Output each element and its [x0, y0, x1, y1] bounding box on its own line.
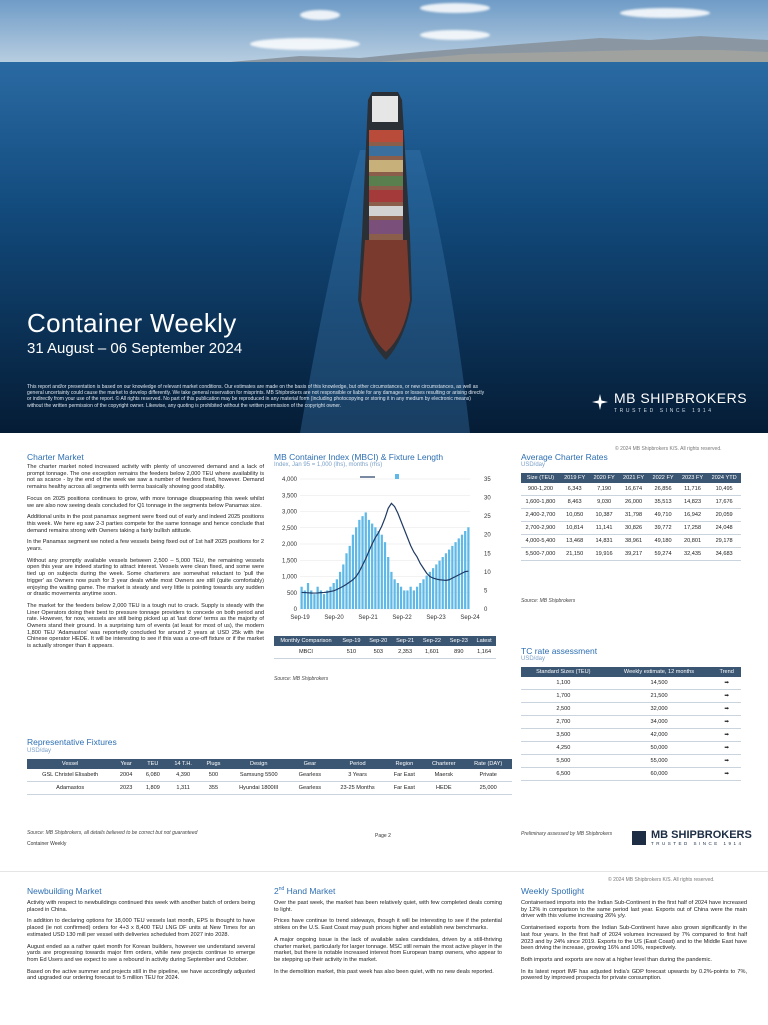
- table-cell: Hyundai 1800III: [227, 782, 290, 795]
- y-tick-right: 15: [484, 551, 491, 558]
- column-header: 2024 YTD: [707, 473, 741, 483]
- table-cell: 11,141: [589, 522, 618, 535]
- y-tick-left: 0: [293, 607, 297, 613]
- table-cell: 55,000: [606, 755, 713, 768]
- table-row: [521, 483, 741, 496]
- mbci-heading: MB Container Index (MBCI) & Fixture Length: [274, 452, 444, 462]
- y-tick-right: 30: [484, 495, 491, 502]
- table-row: [521, 522, 741, 535]
- row-label: 5,500: [521, 755, 606, 768]
- column-header: Size (TEU): [521, 473, 560, 483]
- row-label: 2,700-2,900: [521, 522, 560, 535]
- fixture-length-bar: [384, 542, 386, 609]
- table-cell: 39,217: [619, 548, 648, 561]
- fixture-length-bar: [300, 587, 302, 609]
- column-header: Standard Sizes (TEU): [521, 667, 606, 677]
- table-cell: Gearless: [290, 769, 329, 782]
- y-tick-right: 5: [484, 588, 488, 595]
- x-tick-label: Sep-19: [290, 615, 310, 621]
- paragraph: Without any promptly available vessels between 2,500 – 5,000 TEU, the remaining vessels open this year are indeed starting to attract interest. Vessels were clean fixed, and some were tied up on subjects during the week. Some charterers are somewhat reluctant to 'pull the trigger' as Owners now push for 3 year deals while most Owners are still (quite comfortably) enjoying the waiting game. The market is steady and very little is pointing towards any sudden or drastic movements anytime soon.: [27, 557, 264, 598]
- table-row: [521, 703, 741, 716]
- column-header: Design: [227, 759, 290, 769]
- column-header: Gear: [290, 759, 329, 769]
- logo-tagline: TRUSTED SINCE 1914: [614, 408, 714, 414]
- table-cell: 13,468: [560, 535, 589, 548]
- footer-title: Container Weekly: [27, 841, 67, 847]
- y-tick-right: 10: [484, 569, 491, 576]
- y-tick-left: 500: [286, 590, 297, 597]
- fixture-length-bar: [445, 553, 447, 609]
- table-row: [521, 690, 741, 703]
- table-cell: 39,772: [648, 522, 677, 535]
- fixture-length-bar: [419, 583, 421, 609]
- logo-name: MB SHIPBROKERS: [651, 829, 752, 841]
- table-cell: 20,801: [678, 535, 707, 548]
- fixture-length-bar: [329, 587, 331, 609]
- column-header: 2021 FY: [619, 473, 648, 483]
- table-cell: Far East: [385, 769, 423, 782]
- table-cell: 21,500: [606, 690, 713, 703]
- table-cell: 6,343: [560, 483, 589, 496]
- fixture-length-bar: [345, 553, 347, 609]
- fixture-length-bar: [333, 583, 335, 609]
- table-cell: 8,463: [560, 496, 589, 509]
- fixture-length-bar: [339, 572, 341, 609]
- y-tick-right: 20: [484, 532, 491, 539]
- fixture-length-bar: [458, 538, 460, 609]
- row-label: MBCI: [274, 646, 338, 659]
- table-cell: 59,274: [648, 548, 677, 561]
- table-cell: 4,390: [167, 769, 200, 782]
- table-cell: ➡: [712, 768, 741, 781]
- table-row: [521, 742, 741, 755]
- y-tick-left: 3,000: [281, 509, 297, 516]
- table-cell: 29,178: [707, 535, 741, 548]
- column-header: Region: [385, 759, 423, 769]
- fixture-length-bar: [406, 590, 408, 609]
- table-cell: 32,435: [678, 548, 707, 561]
- fixture-length-bar: [432, 568, 434, 609]
- fixture-length-bar: [336, 579, 338, 609]
- table-row: [521, 548, 741, 561]
- fixture-length-bar: [435, 564, 437, 609]
- fixture-length-bar: [371, 524, 373, 609]
- table-cell: 1,311: [167, 782, 200, 795]
- avg-rates-heading: Average Charter Rates: [521, 452, 608, 462]
- table-cell: Private: [464, 769, 512, 782]
- newbuilding-text: [27, 900, 255, 987]
- table-header-row: [27, 759, 512, 769]
- table-cell: ➡: [712, 742, 741, 755]
- table-cell: Far East: [385, 782, 423, 795]
- table-cell: 10,495: [707, 483, 741, 496]
- table-cell: Maersk: [423, 769, 464, 782]
- table-cell: 14,831: [589, 535, 618, 548]
- mbci-chart: [270, 471, 502, 631]
- paragraph: Additional units in the post panamax segment were fixed out of early and indeed 2025 positions this week. We here eg saw 2-3 parties compete for the same tonnage and hence conclude that demand remains strong with Owners taking a fairly bullish attitude.: [27, 514, 264, 534]
- paragraph: Over the past week, the market has been relatively quiet, with few completed deals coming to light.: [274, 900, 502, 913]
- table-header-row: [521, 667, 741, 677]
- paragraph: Both imports and exports are now at a higher level than during the pandemic.: [521, 956, 712, 963]
- y-tick-left: 1,000: [281, 574, 297, 581]
- table-cell: 31,798: [619, 509, 648, 522]
- fixture-length-bar: [323, 594, 325, 609]
- avg-rates-source: Source: MB Shipbrokers: [521, 598, 576, 604]
- row-label: 2,700: [521, 716, 606, 729]
- fixture-length-bar: [355, 527, 357, 609]
- table-cell: 34,000: [606, 716, 713, 729]
- row-label: 900-1,200: [521, 483, 560, 496]
- logo-mark-icon: [632, 831, 646, 845]
- row-label: Adamastos: [27, 782, 113, 795]
- tc-rate-table: [521, 667, 741, 781]
- table-cell: 49,180: [648, 535, 677, 548]
- table-cell: ➡: [712, 690, 741, 703]
- row-label: 5,500-7,000: [521, 548, 560, 561]
- table-cell: 35,513: [648, 496, 677, 509]
- table-cell: 16,674: [619, 483, 648, 496]
- tc-source: Preliminary assessed by MB Shipbrokers: [521, 831, 613, 837]
- table-cell: 60,000: [606, 768, 713, 781]
- row-label: 2,500: [521, 703, 606, 716]
- tc-heading: TC rate assessment: [521, 646, 598, 656]
- row-label: 1,100: [521, 677, 606, 690]
- table-cell: 21,150: [560, 548, 589, 561]
- column-header: 14 T.H.: [167, 759, 200, 769]
- fixture-length-bar: [413, 590, 415, 609]
- paragraph: A major ongoing issue is the lack of available sales candidates, driven by a still-thriving charter market, particularly for larger tonnage. MSC still remain the most active player in the market, but there is notable increased interest from European tramp owners, who appear to be stepping up their activity in the market.: [274, 936, 502, 963]
- table-cell: 50,000: [606, 742, 713, 755]
- paragraph: The market for the feeders below 2,000 TEU is a tough nut to crack. Supply is steady with the Liner Operators doing their best to pressure tonnage providers to concede on both period and rate. However, for now, vessels are still being picked up at 'last done' terms as the majority of Owners stand their ground. In a surprising turn of events (at least for most of us), the modern 1,800 TEU 'Adamastos' was reportedly concluded for around 2 years at USD 25k with the Chinese operator HEDE. It will be interesting to see if this was a one-off fixture or if the market is actually stronger than it appears.: [27, 602, 264, 650]
- table-cell: 2,353: [392, 646, 419, 659]
- cover-logo: [592, 390, 747, 414]
- fixture-length-bar: [394, 579, 396, 609]
- table-cell: 32,000: [606, 703, 713, 716]
- column-header: 2020 FY: [589, 473, 618, 483]
- column-header: Charterer: [423, 759, 464, 769]
- table-cell: 1,164: [472, 646, 496, 659]
- table-cell: ➡: [712, 703, 741, 716]
- paragraph: In the demolition market, this past week has also been quiet, with no new deals reported.: [274, 968, 494, 975]
- table-row: [521, 677, 741, 690]
- table-cell: 25,000: [464, 782, 512, 795]
- table-cell: 10,050: [560, 509, 589, 522]
- column-header: Period: [330, 759, 386, 769]
- page-two: [0, 433, 768, 871]
- column-header: TEU: [139, 759, 167, 769]
- paragraph: Based on the active summer and projects still in the pipeline, we have accordingly adjusted and upgraded our ordering forecast to 5 million TEU for 2024.: [27, 968, 255, 982]
- cover-background-photo: [0, 0, 768, 433]
- fixture-length-bar: [387, 557, 389, 609]
- x-tick-label: Sep-24: [460, 615, 480, 621]
- table-cell: 34,683: [707, 548, 741, 561]
- x-tick-label: Sep-22: [392, 615, 412, 621]
- paragraph: August ended as a rather quiet month for Korean builders, however we understand several yards are progressing towards major firm orders, while new projects continue to emerge from Ed Users and we expect to see a rebound in activity during September and October.: [27, 943, 255, 963]
- table-cell: 500: [200, 769, 228, 782]
- mbci-source: Source: MB Shipbrokers: [274, 676, 329, 682]
- column-header: 2022 FY: [648, 473, 677, 483]
- fixture-length-bar: [349, 546, 351, 609]
- table-cell: HEDE: [423, 782, 464, 795]
- table-cell: 19,916: [589, 548, 618, 561]
- table-row: [521, 535, 741, 548]
- column-header: Year: [113, 759, 139, 769]
- y-tick-left: 4,000: [281, 477, 297, 483]
- column-header: Weekly estimate, 12 months: [606, 667, 713, 677]
- table-cell: 890: [445, 646, 472, 659]
- column-header: Vessel: [27, 759, 113, 769]
- table-cell: 355: [200, 782, 228, 795]
- table-cell: 1,601: [419, 646, 446, 659]
- row-label: 2,400-2,700: [521, 509, 560, 522]
- fixtures-source: Source: MB Shipbrokers, all details believed to be correct but not guaranteed: [27, 830, 198, 836]
- column-header: Sep-23: [445, 636, 472, 646]
- fixture-length-bar: [464, 531, 466, 609]
- fixture-length-bar: [410, 587, 412, 609]
- table-cell: 2023: [113, 782, 139, 795]
- table-header-row: [274, 636, 496, 646]
- paragraph: Prices have continue to trend sideways, though it will be interesting to see if the potential strikes on the U.S. East Coast may push prices higher and establish new benchmarks.: [274, 918, 502, 932]
- paragraph: Containerised exports from the Indian Sub-Continent have also grown significantly in the last four years. In the first half of 2024 volumes increased by 7% compared to first half 2023 and by 24% since 2019. Exports to the US (East Coast) and to the Middle East have been driving the increase, growing 16% and 10%, respectively.: [521, 925, 747, 952]
- fixture-length-bar: [352, 535, 354, 609]
- table-cell: 10,387: [589, 509, 618, 522]
- column-header: 2019 FY: [560, 473, 589, 483]
- paragraph: Containerised imports into the Indian Sub-Continent in the first half of 2024 have increased by 12% in comparison to the same period last year. Exports out of China were the main driver with this volume increasing 26% y/y.: [521, 900, 747, 920]
- row-label: 6,500: [521, 768, 606, 781]
- table-cell: 23-25 Months: [330, 782, 386, 795]
- paragraph: Focus on 2025 positions continues to grow, with more tonnage disappearing this week whilst we are also now seeing deals concluded for Q1 tonnage in the segments below Panamax size.: [27, 495, 264, 509]
- table-row: [521, 509, 741, 522]
- page-three: [0, 871, 768, 1025]
- x-tick-label: Sep-20: [324, 615, 344, 621]
- fixture-length-bar: [442, 557, 444, 609]
- footer-logo: [632, 829, 752, 846]
- column-header: Sep-21: [392, 636, 419, 646]
- table-cell: 3 Years: [330, 769, 386, 782]
- paragraph: The charter market noted increased activity with plenty of uncovered demand and a lack of prompt tonnage. The one exception remains the feeders below 2,000 TEU where availability is not as scarce - by the end of the week we saw a number of feeders fixed, however. Demand remains healthy across all segments with terms basically showing good stability.: [27, 464, 264, 491]
- table-cell: 26,856: [648, 483, 677, 496]
- spotlight-text: [521, 900, 747, 987]
- table-cell: 49,710: [648, 509, 677, 522]
- page-number: Page 2: [375, 833, 391, 839]
- fixture-length-bar: [467, 527, 469, 609]
- table-cell: 11,716: [678, 483, 707, 496]
- column-header: Monthly Comparison: [274, 636, 338, 646]
- table-cell: 2004: [113, 769, 139, 782]
- table-cell: 14,823: [678, 496, 707, 509]
- paragraph: In its latest report IMF has adjusted India's GDP forecast upwards by 0.2%-points to 7%, powered by improved prospects for private consumption.: [521, 968, 747, 982]
- fixture-length-bar: [326, 590, 328, 609]
- charter-market-text: [27, 464, 264, 655]
- fixture-length-bar: [438, 561, 440, 609]
- table-cell: ➡: [712, 677, 741, 690]
- report-dates: 31 August – 06 September 2024: [27, 340, 243, 357]
- tc-unit: USD/day: [521, 656, 546, 662]
- table-cell: 20,059: [707, 509, 741, 522]
- column-header: Rate (DAY): [464, 759, 512, 769]
- column-header: Plugs: [200, 759, 228, 769]
- table-cell: 1,809: [139, 782, 167, 795]
- avg-rates-table: [521, 473, 741, 561]
- table-row: [27, 782, 512, 795]
- table-cell: 17,258: [678, 522, 707, 535]
- y-tick-right: 35: [484, 477, 491, 483]
- row-label: 4,250: [521, 742, 606, 755]
- fixture-length-bar: [422, 579, 424, 609]
- secondhand-heading: 2nd Hand Market: [274, 886, 336, 896]
- table-row: [27, 769, 512, 782]
- fixture-length-bar: [317, 587, 319, 609]
- fixture-length-bar: [358, 520, 360, 609]
- y-tick-right: 0: [484, 607, 488, 613]
- column-header: Sep-22: [419, 636, 446, 646]
- row-label: 4,000-5,400: [521, 535, 560, 548]
- fixture-length-bar: [426, 576, 428, 609]
- compass-star-icon: [592, 394, 608, 410]
- y-tick-left: 2,000: [281, 542, 297, 548]
- column-header: 2023 FY: [678, 473, 707, 483]
- table-row: [521, 768, 741, 781]
- report-title: Container Weekly: [27, 308, 237, 338]
- table-cell: ➡: [712, 716, 741, 729]
- y-tick-left: 2,500: [281, 525, 297, 532]
- fixture-length-bar: [368, 520, 370, 609]
- x-tick-label: Sep-23: [426, 615, 446, 621]
- fixture-length-bar: [416, 587, 418, 609]
- table-cell: 42,000: [606, 729, 713, 742]
- fixture-length-bar: [307, 583, 309, 609]
- table-cell: 10,814: [560, 522, 589, 535]
- table-row: [521, 729, 741, 742]
- fixture-length-bar: [377, 531, 379, 609]
- row-label: 3,500: [521, 729, 606, 742]
- table-cell: ➡: [712, 729, 741, 742]
- table-cell: 26,000: [619, 496, 648, 509]
- fixture-length-bar: [397, 583, 399, 609]
- table-cell: 30,826: [619, 522, 648, 535]
- table-cell: 510: [338, 646, 365, 659]
- table-row: [274, 646, 496, 659]
- fixtures-unit: USD/day: [27, 748, 52, 754]
- column-header: Sep-20: [365, 636, 392, 646]
- fixtures-table: [27, 759, 512, 795]
- fixture-length-bar: [461, 535, 463, 609]
- logo-tagline: TRUSTED SINCE 1914: [651, 841, 744, 846]
- fixture-length-bar: [400, 587, 402, 609]
- row-label: GSL Christel Elisabeth: [27, 769, 113, 782]
- row-label: 1,600-1,800: [521, 496, 560, 509]
- table-cell: Samsung 5500: [227, 769, 290, 782]
- fixture-length-bar: [381, 535, 383, 609]
- disclaimer-text: This report and/or presentation is based on our knowledge of relevant market conditions. Our estimates are made on the basis of this knowledge, but other circumstances, or new circumstances, as well as general uncertainty could cause the market to develop differently. We take general reservation for misprints. MB Shipbrokers are not responsible or liable for any damages or losses resulting or arising directly or indirectly from your use of the report. © All rights reserved. No part of this publication may be reproduced in any material form (including photocopying or storing it in any medium by electronic means) without the written permission of the copyright owner. Likewise, any quoting is prohibited without the written permission of the copyright owner.: [27, 384, 485, 409]
- copyright: © 2024 MB Shipbrokers K/S. All rights reserved.: [615, 446, 722, 452]
- table-row: [521, 716, 741, 729]
- table-cell: 14,500: [606, 677, 713, 690]
- table-cell: 24,048: [707, 522, 741, 535]
- table-cell: Gearless: [290, 782, 329, 795]
- table-cell: 16,942: [678, 509, 707, 522]
- column-header: Trend: [712, 667, 741, 677]
- table-row: [521, 755, 741, 768]
- copyright: © 2024 MB Shipbrokers K/S. All rights reserved.: [608, 877, 715, 883]
- table-cell: 17,676: [707, 496, 741, 509]
- table-cell: ➡: [712, 755, 741, 768]
- mbci-comparison-table: [274, 636, 496, 659]
- paragraph: Activity with respect to newbuildings continued this week with another batch of orders being placed in China.: [27, 900, 255, 913]
- table-cell: 503: [365, 646, 392, 659]
- logo-name: MB SHIPBROKERS: [614, 390, 748, 406]
- table-cell: 7,190: [589, 483, 618, 496]
- paragraph: In the Panamax segment we noted a few vessels being fixed out of 1st half 2025 positions for 2 years.: [27, 539, 264, 553]
- table-header-row: [521, 473, 741, 483]
- table-row: [521, 496, 741, 509]
- fixture-length-bar: [390, 572, 392, 609]
- table-cell: 9,030: [589, 496, 618, 509]
- charter-market-heading: Charter Market: [27, 452, 84, 462]
- newbuilding-heading: Newbuilding Market: [27, 886, 102, 896]
- legend-bar-icon: [395, 474, 399, 479]
- avg-rates-unit: USD/day: [521, 462, 546, 468]
- row-label: 1,700: [521, 690, 606, 703]
- spotlight-heading: Weekly Spotlight: [521, 886, 585, 896]
- fixture-length-bar: [313, 594, 315, 609]
- y-tick-right: 25: [484, 514, 491, 521]
- y-tick-left: 3,500: [281, 493, 297, 500]
- table-cell: 38,961: [619, 535, 648, 548]
- column-header: Sep-19: [338, 636, 365, 646]
- fixture-length-bar: [403, 590, 405, 609]
- secondhand-text: [274, 900, 502, 980]
- mbci-subheading: Index, Jan 95 = 1,000 (lhs), months (rhs): [274, 462, 383, 468]
- y-tick-left: 1,500: [281, 558, 297, 565]
- cover-page: [0, 0, 768, 433]
- x-tick-label: Sep-21: [358, 615, 378, 621]
- fixtures-heading: Representative Fixtures: [27, 737, 117, 747]
- column-header: Latest: [472, 636, 496, 646]
- table-cell: 6,080: [139, 769, 167, 782]
- paragraph: In addition to declaring options for 18,000 TEU vessels last month, EPS is thought to have placed (ie not confirmed) orders for 4+3 x 8,400 TEU LNG DF units at New Times for an estimated USD 130 mill per vessel with deliveries scheduled from 2027 into 2028.: [27, 918, 255, 938]
